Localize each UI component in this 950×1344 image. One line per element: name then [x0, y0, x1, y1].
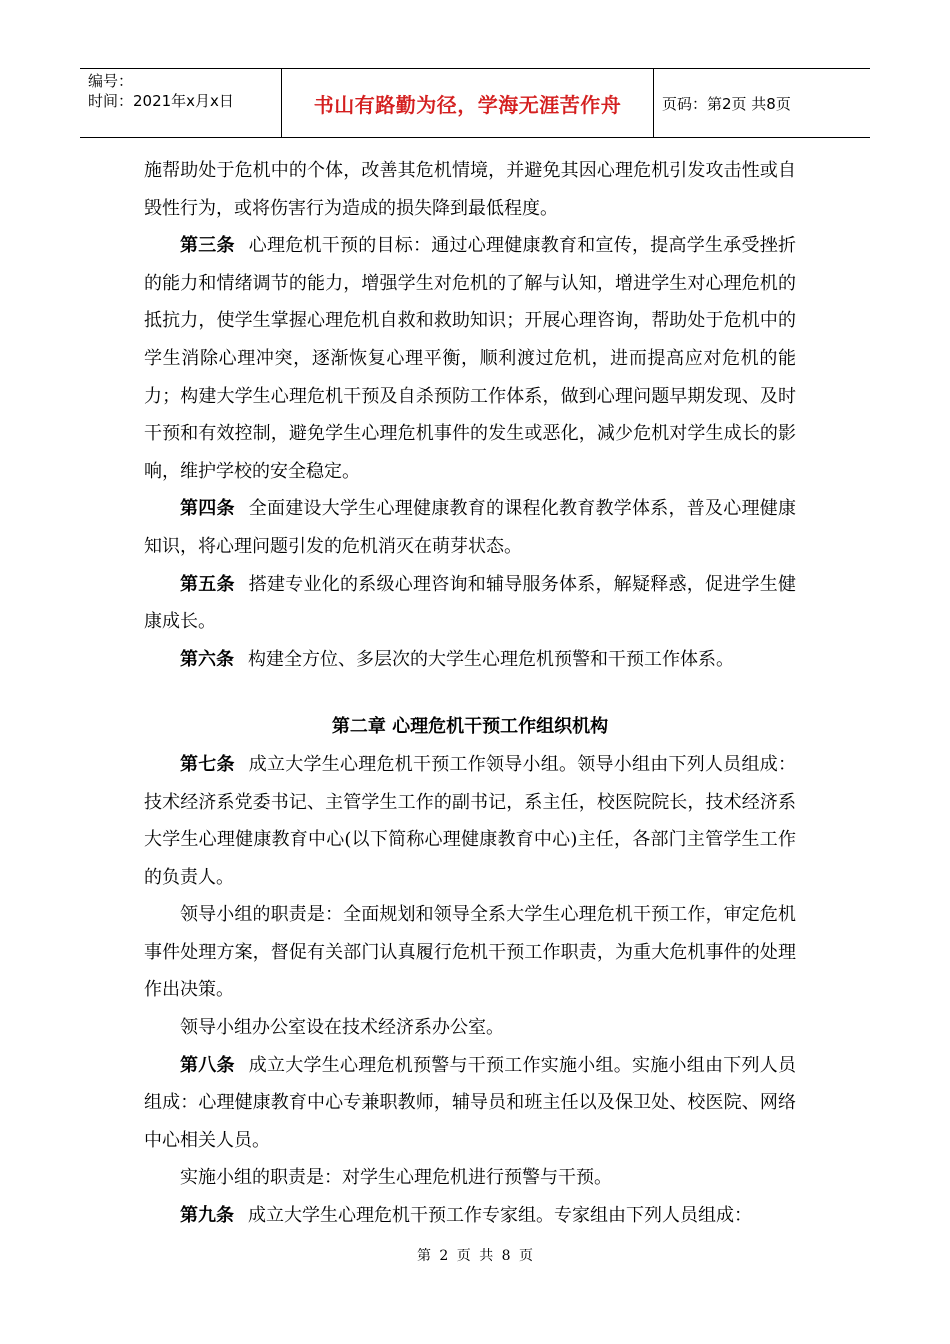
- paragraph-text: 施帮助处于危机中的个体，改善其危机情境，并避免其因心理危机引发攻击性或自毁性行为，或将伤害行为造成的损失降到最低程度。: [144, 160, 796, 219]
- page-footer: 第 2 页 共 8 页: [416, 1248, 534, 1264]
- leader-group-office: [144, 1009, 796, 1047]
- code-label: 编号：: [88, 72, 134, 90]
- paragraph-text: 构建全方位、多层次的大学生心理危机预警和干预工作体系。: [248, 648, 734, 670]
- header-motto: 书山有路勤为径，学海无涯苦作舟: [313, 92, 622, 117]
- header-page-info: [654, 69, 870, 137]
- paragraph-text: 搭建专业化的系级心理咨询和辅导服务体系，解疑释惑，促进学生健康成长。: [144, 573, 796, 633]
- paragraph-text: 领导小组办公室设在技术经济系办公室。: [180, 1017, 504, 1039]
- article-label: 第三条: [180, 235, 235, 257]
- article-4: [144, 490, 796, 565]
- chapter-title: 第二章 心理危机干预工作组织机构: [331, 716, 609, 738]
- article-3: [144, 227, 796, 490]
- header-motto-cell: [282, 69, 654, 137]
- article-8: [144, 1047, 796, 1160]
- paragraph-text: 实施小组的职责是：对学生心理危机进行预警与干预。: [180, 1167, 612, 1189]
- paragraph-text: 领导小组的职责是：全面规划和领导全系大学生心理危机干预工作，审定危机事件处理方案，督促有关部门认真履行危机干预工作职责，为重大危机事件的处理作出决策。: [144, 904, 796, 1001]
- page-header: [80, 68, 870, 138]
- header-meta: [80, 69, 282, 137]
- article-label: 第六条: [180, 648, 234, 670]
- page-info-text: 页码：第2页 共8页: [662, 94, 791, 113]
- article-label: 第八条: [180, 1054, 235, 1076]
- paragraph-text: 成立大学生心理危机干预工作专家组。专家组由下列人员组成：: [248, 1205, 752, 1227]
- article-label: 第四条: [180, 498, 235, 520]
- paragraph-text: 全面建设大学生心理健康教育的课程化教育教学体系，普及心理健康知识，将心理问题引发的危机消灭在萌芽状态。: [144, 498, 796, 557]
- article-label: 第五条: [180, 573, 235, 595]
- paragraph-continuation: [144, 152, 796, 227]
- article-label: 第九条: [180, 1205, 234, 1227]
- leader-group-duties: [144, 896, 796, 1009]
- paragraph-text: 心理危机干预的目标：通过心理健康教育和宣传，提高学生承受挫折的能力和情绪调节的能力，增强学生对危机的了解与认知，增进学生对心理危机的抵抗力，使学生掌握心理危机自救和救助知识；开展心理咨询，帮助处于危机中的学生消除心理冲突，逐渐恢复心理平衡，顺利渡过危机，进而提高应对危机的能力；构建大学生心理危机干预及自杀预防工作体系，做到心理问题早期发现、及时干预和有效控制，避免学生心理危机事件的发生或恶化，减少危机对学生成长的影响，维护学校的安全稳定。: [144, 235, 796, 482]
- article-label: 第七条: [180, 753, 235, 775]
- document-body: [144, 152, 796, 1235]
- article-7: [144, 746, 796, 896]
- paragraph-text: 成立大学生心理危机预警与干预工作实施小组。实施小组由下列人员组成：心理健康教育中心专兼职教师，辅导员和班主任以及保卫处、校医院、网络中心相关人员。: [144, 1054, 796, 1151]
- date-label: 时间：2021年x月x日: [88, 92, 234, 110]
- implementation-group-duties: [144, 1159, 796, 1197]
- article-9: [144, 1197, 796, 1235]
- paragraph-text: 成立大学生心理危机干预工作领导小组。领导小组由下列人员组成：技术经济系党委书记、主管学生工作的副书记，系主任，校医院院长，技术经济系大学生心理健康教育中心(以下简称心理健康教育中心)主任，各部门主管学生工作的负责人。: [144, 753, 796, 888]
- article-5: [144, 566, 796, 641]
- article-6: [144, 641, 796, 679]
